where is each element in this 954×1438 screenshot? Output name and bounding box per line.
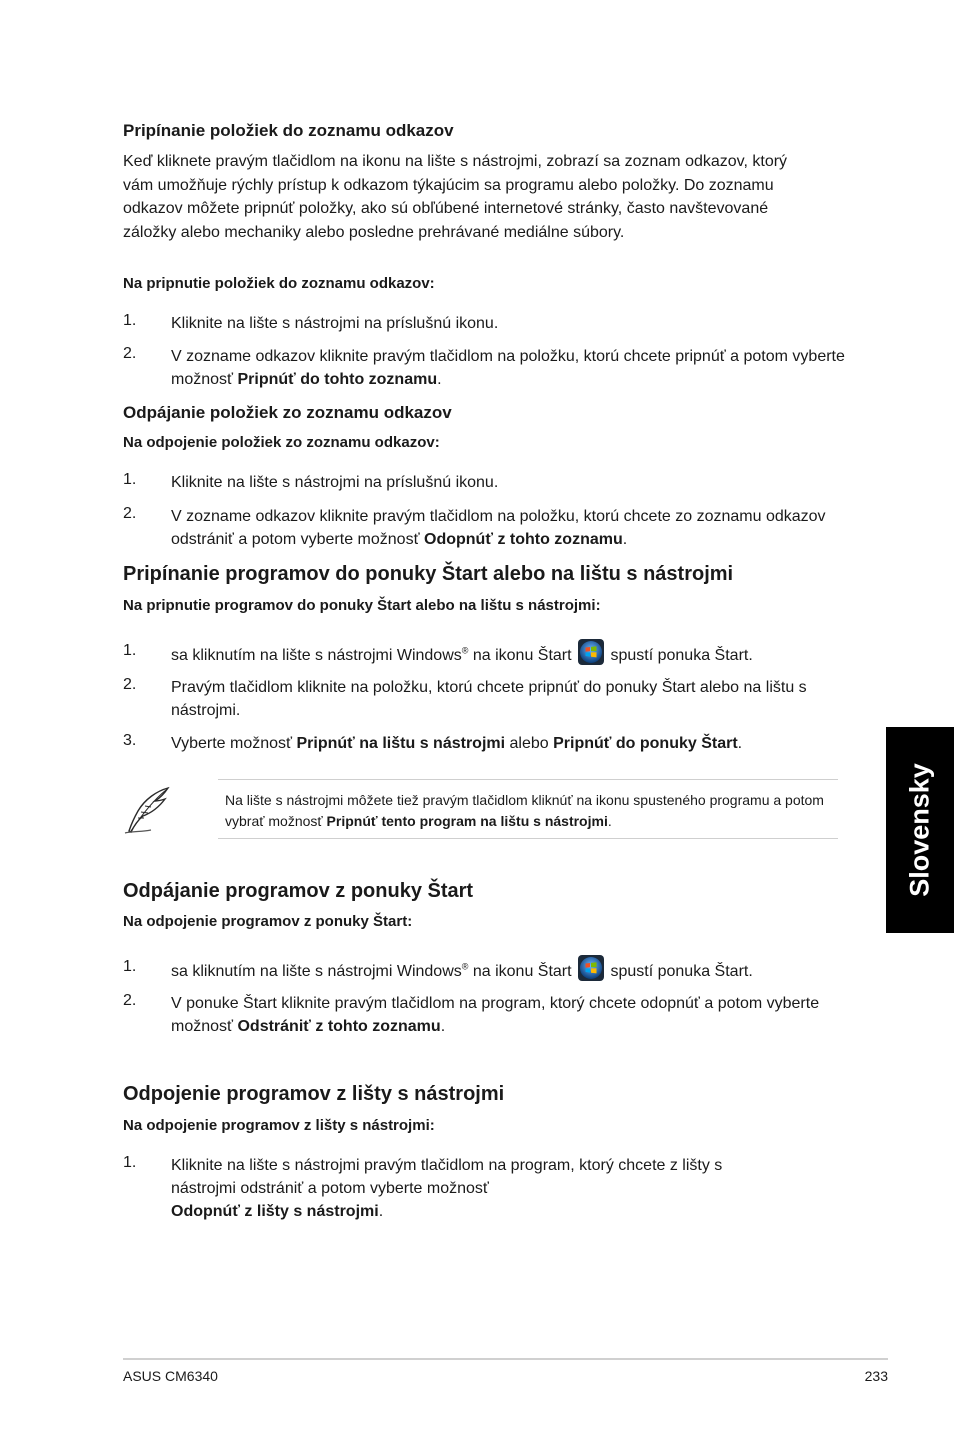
instruction-lead: Na pripnutie programov do ponuky Štart alebo na lištu s nástrojmi: — [123, 597, 601, 614]
note-divider-bottom — [218, 838, 838, 839]
step-text: Pravým tlačidlom kliknite na položku, ktorú chcete pripnúť do ponuky Štart alebo na lištu s nástrojmi. — [171, 679, 807, 719]
footer-model: ASUS CM6340 — [123, 1368, 218, 1384]
step-number: 1. — [123, 471, 137, 488]
step-number: 3. — [123, 732, 137, 749]
step-text: V zozname odkazov kliknite pravým tlačidlom na položku, ktorú chcete pripnúť a potom vyberte možnosť Pripnúť do tohto zoznamu. — [171, 348, 845, 388]
step-text: Vyberte možnosť Pripnúť na lištu s nástrojmi alebo Pripnúť do ponuky Štart. — [171, 735, 743, 752]
section-heading-unpin-taskbar: Odpojenie programov z lišty s nástrojmi — [123, 1083, 505, 1105]
instruction-lead: Na odpojenie programov z ponuky Štart: — [123, 913, 413, 930]
instruction-lead: Na odpojenie položiek zo zoznamu odkazov: — [123, 434, 440, 451]
step-number: 2. — [123, 676, 137, 693]
windows-start-orb-icon — [578, 639, 604, 665]
step-number: 2. — [123, 345, 137, 362]
step-text: sa kliknutím na lište s nástrojmi Windows® na ikonu Štart spustí ponuka Štart. — [171, 955, 846, 983]
windows-start-orb-icon — [578, 955, 604, 981]
instruction-lead: Na pripnutie položiek do zoznamu odkazov: — [123, 275, 435, 292]
footer-divider — [123, 1358, 888, 1360]
note-text: Na lište s nástrojmi môžete tiež pravým tlačidlom kliknúť na ikonu spusteného programu a potom vybrať možnosť Pripnúť tento program na lištu s nástrojmi. — [225, 792, 824, 829]
paragraph-jumplist-intro: Keď kliknete pravým tlačidlom na ikonu na lište s nástrojmi, zobrazí sa zoznam odkazov, ktorý vám umožňuje rýchly prístup k odkazom týkajúcim sa programu alebo položky. Do zoznamu odkazov môžete pripnúť položky, ako sú obľúbené internetové stránky, často navštevované záložky alebo mechaniky alebo posledne prehrávané mediálne súbory. — [123, 153, 788, 241]
section-heading-pin-jumplist: Pripínanie položiek do zoznamu odkazov — [123, 121, 454, 140]
language-side-tab — [886, 727, 954, 933]
step-text: Kliknite na lište s nástrojmi na príslušnú ikonu. — [171, 474, 499, 491]
step-text: V ponuke Štart kliknite pravým tlačidlom na program, ktorý chcete odopnúť a potom vyberte možnosť Odstrániť z tohto zoznamu. — [171, 995, 820, 1035]
language-side-tab-label: Slovensky — [904, 763, 935, 897]
step-text: Kliknite na lište s nástrojmi pravým tlačidlom na program, ktorý chcete z lišty s nástrojmi odstrániť a potom vyberte možnosť Odopnúť z lišty s nástrojmi. — [171, 1157, 723, 1220]
instruction-lead: Na odpojenie programov z lišty s nástrojmi: — [123, 1117, 435, 1134]
step-number: 1. — [123, 958, 137, 975]
section-heading-unpin-jumplist: Odpájanie položiek zo zoznamu odkazov — [123, 403, 452, 422]
step-text: V zozname odkazov kliknite pravým tlačidlom na položku, ktorú chcete zo zoznamu odkazov odstrániť a potom vyberte možnosť Odopnúť z tohto zoznamu. — [171, 508, 826, 548]
step-number: 1. — [123, 642, 137, 659]
step-text: Kliknite na lište s nástrojmi na príslušnú ikonu. — [171, 315, 499, 332]
step-number: 2. — [123, 992, 137, 1009]
feather-pen-icon — [121, 785, 175, 837]
note-divider-top — [218, 779, 838, 780]
step-number: 1. — [123, 312, 137, 329]
footer-page-number: 233 — [864, 1368, 888, 1384]
step-number: 2. — [123, 505, 137, 522]
section-heading-unpin-start: Odpájanie programov z ponuky Štart — [123, 880, 474, 902]
step-number: 1. — [123, 1154, 137, 1171]
step-text: sa kliknutím na lište s nástrojmi Windows® na ikonu Štart spustí ponuka Štart. — [171, 639, 846, 667]
section-heading-pin-start: Pripínanie programov do ponuky Štart alebo na lištu s nástrojmi — [123, 563, 734, 585]
